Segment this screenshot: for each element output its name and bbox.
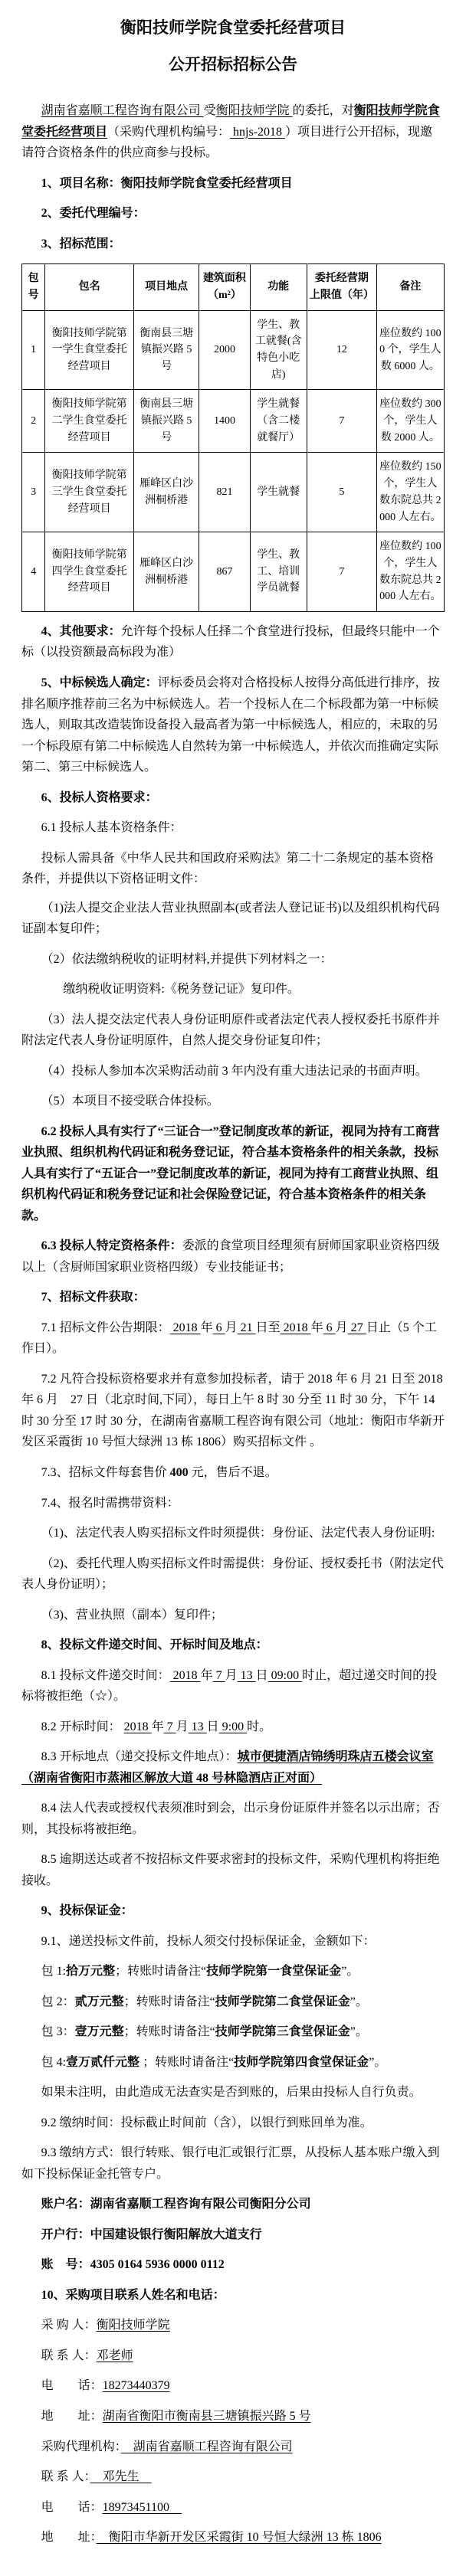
cell-term-limit: 5 (307, 453, 376, 532)
clause-6-1-item-2 (21, 949, 445, 971)
account-number (21, 2254, 445, 2276)
text-segment: 月 (335, 1321, 348, 1334)
text-segment: hnjs-2018 (230, 125, 286, 139)
text-segment: 7、招标文件获取： (41, 1291, 146, 1304)
text-segment: 年 (310, 1321, 323, 1334)
bond-package-4 (21, 2052, 445, 2074)
cell-term-limit: 12 (307, 310, 376, 390)
clause-7-4 (21, 1493, 445, 1514)
text-segment: 2、委托代理编号： (41, 207, 146, 221)
text-segment: ；转账时请备注“ (123, 1995, 215, 2008)
cell-remarks: 座位数约 100 个，学生人数东院总共 2000 人左右。 (376, 532, 444, 612)
text-segment: 技师学院第二食堂保证金 (215, 1995, 350, 2008)
text-segment: 7 (163, 1720, 176, 1733)
text-segment: ；转账时请备注“ (123, 2025, 215, 2039)
clause-6-3 (21, 1236, 445, 1278)
text-segment: （3)、营业执照（副本）复印件； (41, 1608, 223, 1622)
text-segment: 7 (212, 1668, 225, 1682)
cell-package-name: 衡阳技师学院第三学生食堂委托经营项目 (45, 453, 134, 532)
text-segment: 6.2 投标人具有实行了“三证合一”登记制度改革的新证，视同为持有工商营业执照、组织机构代码证和税务登记证，符合基本资格条件的相关条款，投标人具有实行了“五证合一”登记制度改革的新证，视同为持有工商营业执照、组织机构代码证和税务登记证和社会保险登记证，符合基本资格条件的相关条款。 (21, 1124, 440, 1223)
text-segment: 6 (323, 1321, 336, 1334)
text-segment: 6.1 投标人基本资格条件： (41, 821, 182, 835)
cell-package-name: 衡阳技师学院第二学生食堂委托经营项目 (45, 390, 134, 453)
text-segment: 5、中标候选人确定： (41, 676, 158, 689)
text-segment: 13 (188, 1720, 207, 1733)
text-segment: （采购代理机构编号： (107, 125, 231, 139)
text-segment: 年 (151, 1720, 164, 1733)
table-header-row (22, 264, 445, 310)
text-segment: 月 (225, 1321, 238, 1334)
text-segment: 7.2 凡符合投标资格要求并有意参加投标者，请于 2018 年 6 月 21 日至 2018 年 6 月 27 日（北京时间,下同），每日上午 8 时 30 分至 11 时 30 分，下午 14 时 30 分至 17 时 30 分，在湖南省嘉顺工程咨询有限公司（地址：衡阳市华新开发区采霞街 10 号恒大绿洲 13 栋 1806）购买招标文件 。 (21, 1372, 445, 1449)
text-segment: （1)、法定代表人购买招标文件时须提供：身份证、法定代表人身份证明: (41, 1527, 435, 1540)
text-segment: 壹万贰仟元整 (66, 2055, 140, 2069)
text-segment: 日 (206, 1720, 219, 1733)
text-segment: 8.5 逾期送达或者不按招标文件要求密封的投标文件，采购代理机构将拒绝接收。 (21, 1853, 440, 1887)
contact-agency (21, 2437, 445, 2458)
cell-remarks: 座位数约 300 个，学生人数 2000 人。 (376, 390, 444, 453)
text-segment: 4、其他要求： (41, 624, 121, 638)
text-segment: 包 3： (41, 2025, 75, 2039)
text-segment: 采购代理机构： (41, 2440, 121, 2453)
text-segment: 城市便捷酒店锦绣明珠店五楼会议室（湖南省衡阳市蒸湘区解放大道 48 号林隐酒店正对面） (21, 1750, 434, 1785)
text-segment: 投标人需具备《中华人民共和国政府采购法》第二十二条规定的基本资格条件，并提供以下资格证明文件： (21, 851, 434, 886)
section-8-submission-heading (21, 1635, 445, 1656)
col-header-package-no: 包号 (22, 264, 45, 310)
cell-package-no: 1 (22, 310, 45, 390)
clause-9-3 (21, 2142, 445, 2185)
section-1-project-name (21, 173, 445, 195)
text-segment: 缴纳税收证明资料:《税务登记证》复印件。 (63, 983, 300, 997)
clause-6-1-item-4 (21, 1061, 445, 1082)
bond-package-2 (21, 1992, 445, 2013)
text-segment: （5）本项目不接受联合体投标。 (41, 1095, 219, 1108)
text-segment: （2）依法缴纳税收的证明材料,并提供下列材料之一： (41, 952, 333, 966)
text-segment: 2018 (123, 1720, 152, 1733)
text-segment: 6、投标人资格要求： (41, 790, 158, 804)
contact-address-purchaser (21, 2406, 445, 2427)
section-5-candidate-determination (21, 673, 445, 778)
text-segment: ；转账时请备注“ (115, 1965, 207, 1979)
cell-remarks: 座位数约 1000 个，学生人数 6000 人。 (376, 310, 444, 390)
clause-9-2 (21, 2113, 445, 2134)
table-row (22, 532, 445, 612)
text-segment: 8.3 开标地点（递交投标文件地点）： (41, 1750, 238, 1764)
text-segment: 3、招标范围： (41, 237, 121, 250)
text-segment: ）项目进行公开招标，现邀请符合资格条件的供应商参与投标。 (21, 125, 433, 160)
text-segment: 邓先生 (90, 2470, 152, 2484)
clause-7-4-item-3 (21, 1605, 445, 1626)
cell-term-limit: 7 (307, 532, 376, 612)
cell-package-name: 衡阳技师学院第一学生食堂委托经营项目 (45, 310, 134, 390)
text-segment: （1)法人提交企业法人营业执照副本(或者法人登记证书)以及组织机构代码证副本复印件； (21, 901, 440, 936)
text-segment: 衡阳技师学院 (215, 104, 293, 118)
cell-location: 衡南县三塘镇振兴路 5 号 (134, 390, 199, 453)
cell-function: 学生就餐 (250, 453, 307, 532)
text-segment: 技师学院第三食堂保证金 (215, 2025, 350, 2039)
text-segment: 湖南省衡阳市衡南县三塘镇振兴路 5 号 (102, 2410, 311, 2423)
text-segment: 衡阳市华新开发区采霞街 10 号恒大绿洲 13 栋 1806 (96, 2531, 382, 2545)
clause-7-3 (21, 1462, 445, 1484)
clause-6-1-item-5 (21, 1091, 445, 1112)
text-segment: 联 系 人： (41, 2349, 97, 2362)
text-segment: 日 (255, 1668, 268, 1682)
clause-7-1 (21, 1317, 445, 1360)
text-segment: ”。 (350, 2025, 368, 2039)
text-segment: 元，售后不退。 (188, 1465, 277, 1479)
cell-location: 雁峰区白沙洲桐桥港 (134, 532, 199, 612)
clause-6-2 (21, 1121, 445, 1227)
text-segment: 评标委员会将对合格投标人按得分高低进行排序，按排名顺序推荐前三名为中标候选人。若一个投标人在二个标段都为第一中标候选人，则取其改造装饰设备投入最高者为第一中标候选人，相应的，未取的另一个标段原有第二中标候选人自然转为第一中标候选人，并依次而推确定实际第二、第三中标候选人。 (21, 676, 440, 774)
text-segment: ”。 (369, 2055, 387, 2069)
text-segment: 包 1: (41, 1965, 67, 1979)
text-segment: 电 话： (41, 2500, 103, 2514)
contact-person-purchaser (21, 2345, 445, 2367)
clause-8-2 (21, 1717, 445, 1738)
clause-8-1 (21, 1665, 445, 1707)
text-segment: 联 系 人： (41, 2470, 90, 2484)
text-segment: 9.2 缴纳时间：投标截止时间前（含），以银行到账回单为准。 (41, 2116, 372, 2129)
text-segment: 2018 (280, 1321, 311, 1334)
account-bank (21, 2224, 445, 2246)
contact-phone-purchaser (21, 2375, 445, 2397)
text-segment: 委派的食堂项目经理须有厨师国家职业资格四级以上（含厨师国家职业资格四级）专业技能证书； (21, 1239, 440, 1274)
cell-location: 衡南县三塘镇振兴路 5 号 (134, 310, 199, 390)
text-segment: 日止（5 个工作日）。 (21, 1321, 437, 1356)
text-segment: 壹万元整 (74, 2025, 124, 2039)
cell-function: 学生、教工就餐(含特色小吃店) (250, 310, 307, 390)
col-header-floor-area: 建筑面积（m²） (199, 264, 250, 310)
col-header-remarks: 备注 (376, 264, 444, 310)
section-3-bid-scope-heading (21, 234, 445, 255)
cell-floor-area: 821 (199, 453, 250, 532)
text-segment: 时。 (247, 1720, 272, 1733)
account-name (21, 2194, 445, 2215)
clause-6-1-item-3 (21, 1010, 445, 1052)
cell-floor-area: 2000 (199, 310, 250, 390)
col-header-location: 项目地点 (134, 264, 199, 310)
cell-function: 学生就餐（含二楼就餐厅） (250, 390, 307, 453)
section-7-document-acquisition-heading (21, 1287, 445, 1308)
section-9-bid-bond-heading (21, 1900, 445, 1922)
text-segment: 湖南省嘉顺工程咨询有限公司 (41, 104, 204, 118)
text-segment: 年 (200, 1668, 213, 1682)
section-2-agency-code (21, 203, 445, 224)
text-segment: 13 (237, 1668, 256, 1682)
text-segment: 包 2： (41, 1995, 75, 2008)
text-segment: 09:00 (267, 1668, 303, 1682)
text-segment: 9.3 缴纳方式：银行转账、银行电汇或银行汇票，从投标人基本账户缴入到如下投标保证金托管专户。 (21, 2146, 440, 2181)
text-segment: 允许每个投标人任择二个食堂进行投标，但最终只能中一个标（以投资额最高标段为准） (21, 624, 440, 660)
text-segment: 8.2 开标时间： (41, 1720, 124, 1733)
text-segment: 年 (200, 1321, 213, 1334)
text-segment: 6 (212, 1321, 225, 1334)
text-segment: 包 4: (41, 2055, 67, 2069)
text-segment: 湖南省嘉顺工程咨询有限公司 (120, 2440, 293, 2453)
clause-9-1 (21, 1931, 445, 1952)
table-row (22, 453, 445, 532)
cell-location: 雁峰区白沙洲桐桥港 (134, 453, 199, 532)
bond-note (21, 2082, 445, 2103)
col-header-function: 功能 (250, 264, 307, 310)
text-segment: （2)、委托代理人购买招标文件时需提供：身份证、授权委托书（附法定代表人身份证明）； (21, 1556, 444, 1592)
text-segment: 10、采购项目联系人姓名和电话： (41, 2288, 225, 2302)
section-4-other-requirements (21, 621, 445, 663)
text-segment: ”。 (341, 1965, 359, 1979)
clause-6-1-item-1 (21, 898, 445, 940)
cell-floor-area: 867 (199, 532, 250, 612)
text-segment: 9:00 (218, 1720, 248, 1733)
text-segment: 9.1、递送投标文件前，投标人须交付投标保证金，金额如下： (41, 1934, 376, 1948)
contact-person-agency (21, 2466, 445, 2488)
text-segment: 电 话： (41, 2379, 103, 2393)
contact-phone-agency (21, 2497, 445, 2519)
text-segment: 1、项目名称：衡阳技师学院食堂委托经营项目 (41, 176, 293, 190)
text-segment: 技师学院第四食堂保证金 (234, 2055, 369, 2069)
clause-6-1-intro (21, 848, 445, 890)
table-row (22, 310, 445, 390)
cell-package-no: 2 (22, 390, 45, 453)
table-row (22, 390, 445, 453)
cell-term-limit: 7 (307, 390, 376, 453)
document-title-line2: 公开招标招标公告 (169, 54, 297, 74)
clause-6-1-heading (21, 817, 445, 839)
cell-package-name: 衡阳技师学院第四学生食堂委托经营项目 (45, 532, 134, 612)
text-segment: 邓老师 (96, 2349, 133, 2362)
text-segment: 7.1 招标文件公告期限： (41, 1321, 170, 1334)
text-segment: 月 (176, 1720, 189, 1733)
col-header-term-limit: 委托经营期上限值（年） (307, 264, 376, 310)
text-segment: 采 购 人： (41, 2319, 97, 2332)
contact-address-agency (21, 2527, 445, 2548)
section-6-qualification-heading (21, 787, 445, 809)
text-segment: 9、投标保证金： (41, 1904, 133, 1918)
text-segment: 7.4、报名时需携带资料： (41, 1496, 179, 1510)
text-segment: 账 号：4305 0164 5936 0000 0112 (41, 2258, 225, 2272)
text-segment: 8、投标文件递交时间、开标时间及地点： (41, 1638, 268, 1652)
text-segment: 2018 (169, 1321, 201, 1334)
text-segment: 贰万元整 (74, 1995, 124, 2008)
clause-6-1-item-2a (21, 979, 445, 1000)
cell-package-no: 3 (22, 453, 45, 532)
text-segment: 地 址： (41, 2531, 97, 2545)
text-segment: 衡阳技师学院 (96, 2319, 170, 2332)
text-segment: 技师学院第一食堂保证金 (206, 1965, 342, 1979)
document-title-line1: 衡阳技师学院食堂委托经营项目 (120, 18, 346, 37)
text-segment: 受 (203, 104, 216, 118)
text-segment: ”。 (350, 1995, 368, 2008)
text-segment: 如果未注明，由此造成无法查实是否到账的，后果由投标人自行负责。 (41, 2086, 422, 2100)
text-segment: 开户行：中国建设银行衡阳解放大道支行 (41, 2227, 262, 2241)
clause-8-4 (21, 1798, 445, 1840)
bond-package-1 (21, 1961, 445, 1982)
contact-purchaser (21, 2315, 445, 2336)
text-segment: 400 (169, 1465, 189, 1479)
clause-7-4-item-2 (21, 1553, 445, 1596)
text-segment: 27 (347, 1321, 366, 1334)
text-segment: 衡阳技师学院食堂委托经营项目 (21, 104, 440, 139)
text-segment: 账户名：湖南省嘉顺工程咨询有限公司衡阳分公司 (41, 2198, 311, 2211)
text-segment: 月 (225, 1668, 238, 1682)
cell-floor-area: 1400 (199, 390, 250, 453)
col-header-package-name: 包名 (45, 264, 134, 310)
text-segment: 7.3、招标文件每套售价 (41, 1465, 170, 1479)
text-segment: 拾万元整 (66, 1965, 116, 1979)
text-segment: 8.4 法人代表或授权代表须准时到会，出示身份证原件并签名以示出席；否则，其投标将被拒绝。 (21, 1802, 440, 1836)
clause-7-4-item-1 (21, 1523, 445, 1544)
bid-scope-table (21, 263, 445, 612)
intro-paragraph (21, 100, 445, 164)
text-segment: （4）投标人参加本次采购活动前 3 年内没有重大违法记录的书面声明。 (41, 1064, 428, 1078)
text-segment: 21 (237, 1321, 256, 1334)
text-segment: 2018 (169, 1668, 201, 1682)
text-segment: 8.1 投标文件递交时间： (41, 1668, 170, 1682)
bond-package-3 (21, 2021, 445, 2043)
cell-remarks: 座位数约 150 个，学生人数东院总共 2000 人左右。 (376, 453, 444, 532)
text-segment: 18973451100 (102, 2500, 182, 2514)
text-segment: 日至 (255, 1321, 281, 1334)
clause-8-3 (21, 1746, 445, 1789)
clause-7-2 (21, 1369, 445, 1453)
text-segment: 地 址： (41, 2410, 103, 2423)
text-segment: （3）法人提交法定代表人身份证明原件或者法定代表人授权委托书原件并附法定代表人身份证明原件，自然人提交身份证复印件； (21, 1013, 440, 1048)
section-10-contacts-heading (21, 2285, 445, 2306)
cell-package-no: 4 (22, 532, 45, 612)
text-segment: 时止，超过递交时间的投标将被拒绝（☆）。 (21, 1668, 438, 1704)
text-segment: ；转账时请备注“ (139, 2055, 235, 2069)
text-segment: 的委托，对 (292, 104, 354, 118)
text-segment: 6.3 投标人特定资格条件： (41, 1239, 182, 1253)
cell-function: 学生、教工、培训学员就餐 (250, 532, 307, 612)
clause-8-5 (21, 1849, 445, 1891)
text-segment: 18273440379 (102, 2379, 170, 2393)
